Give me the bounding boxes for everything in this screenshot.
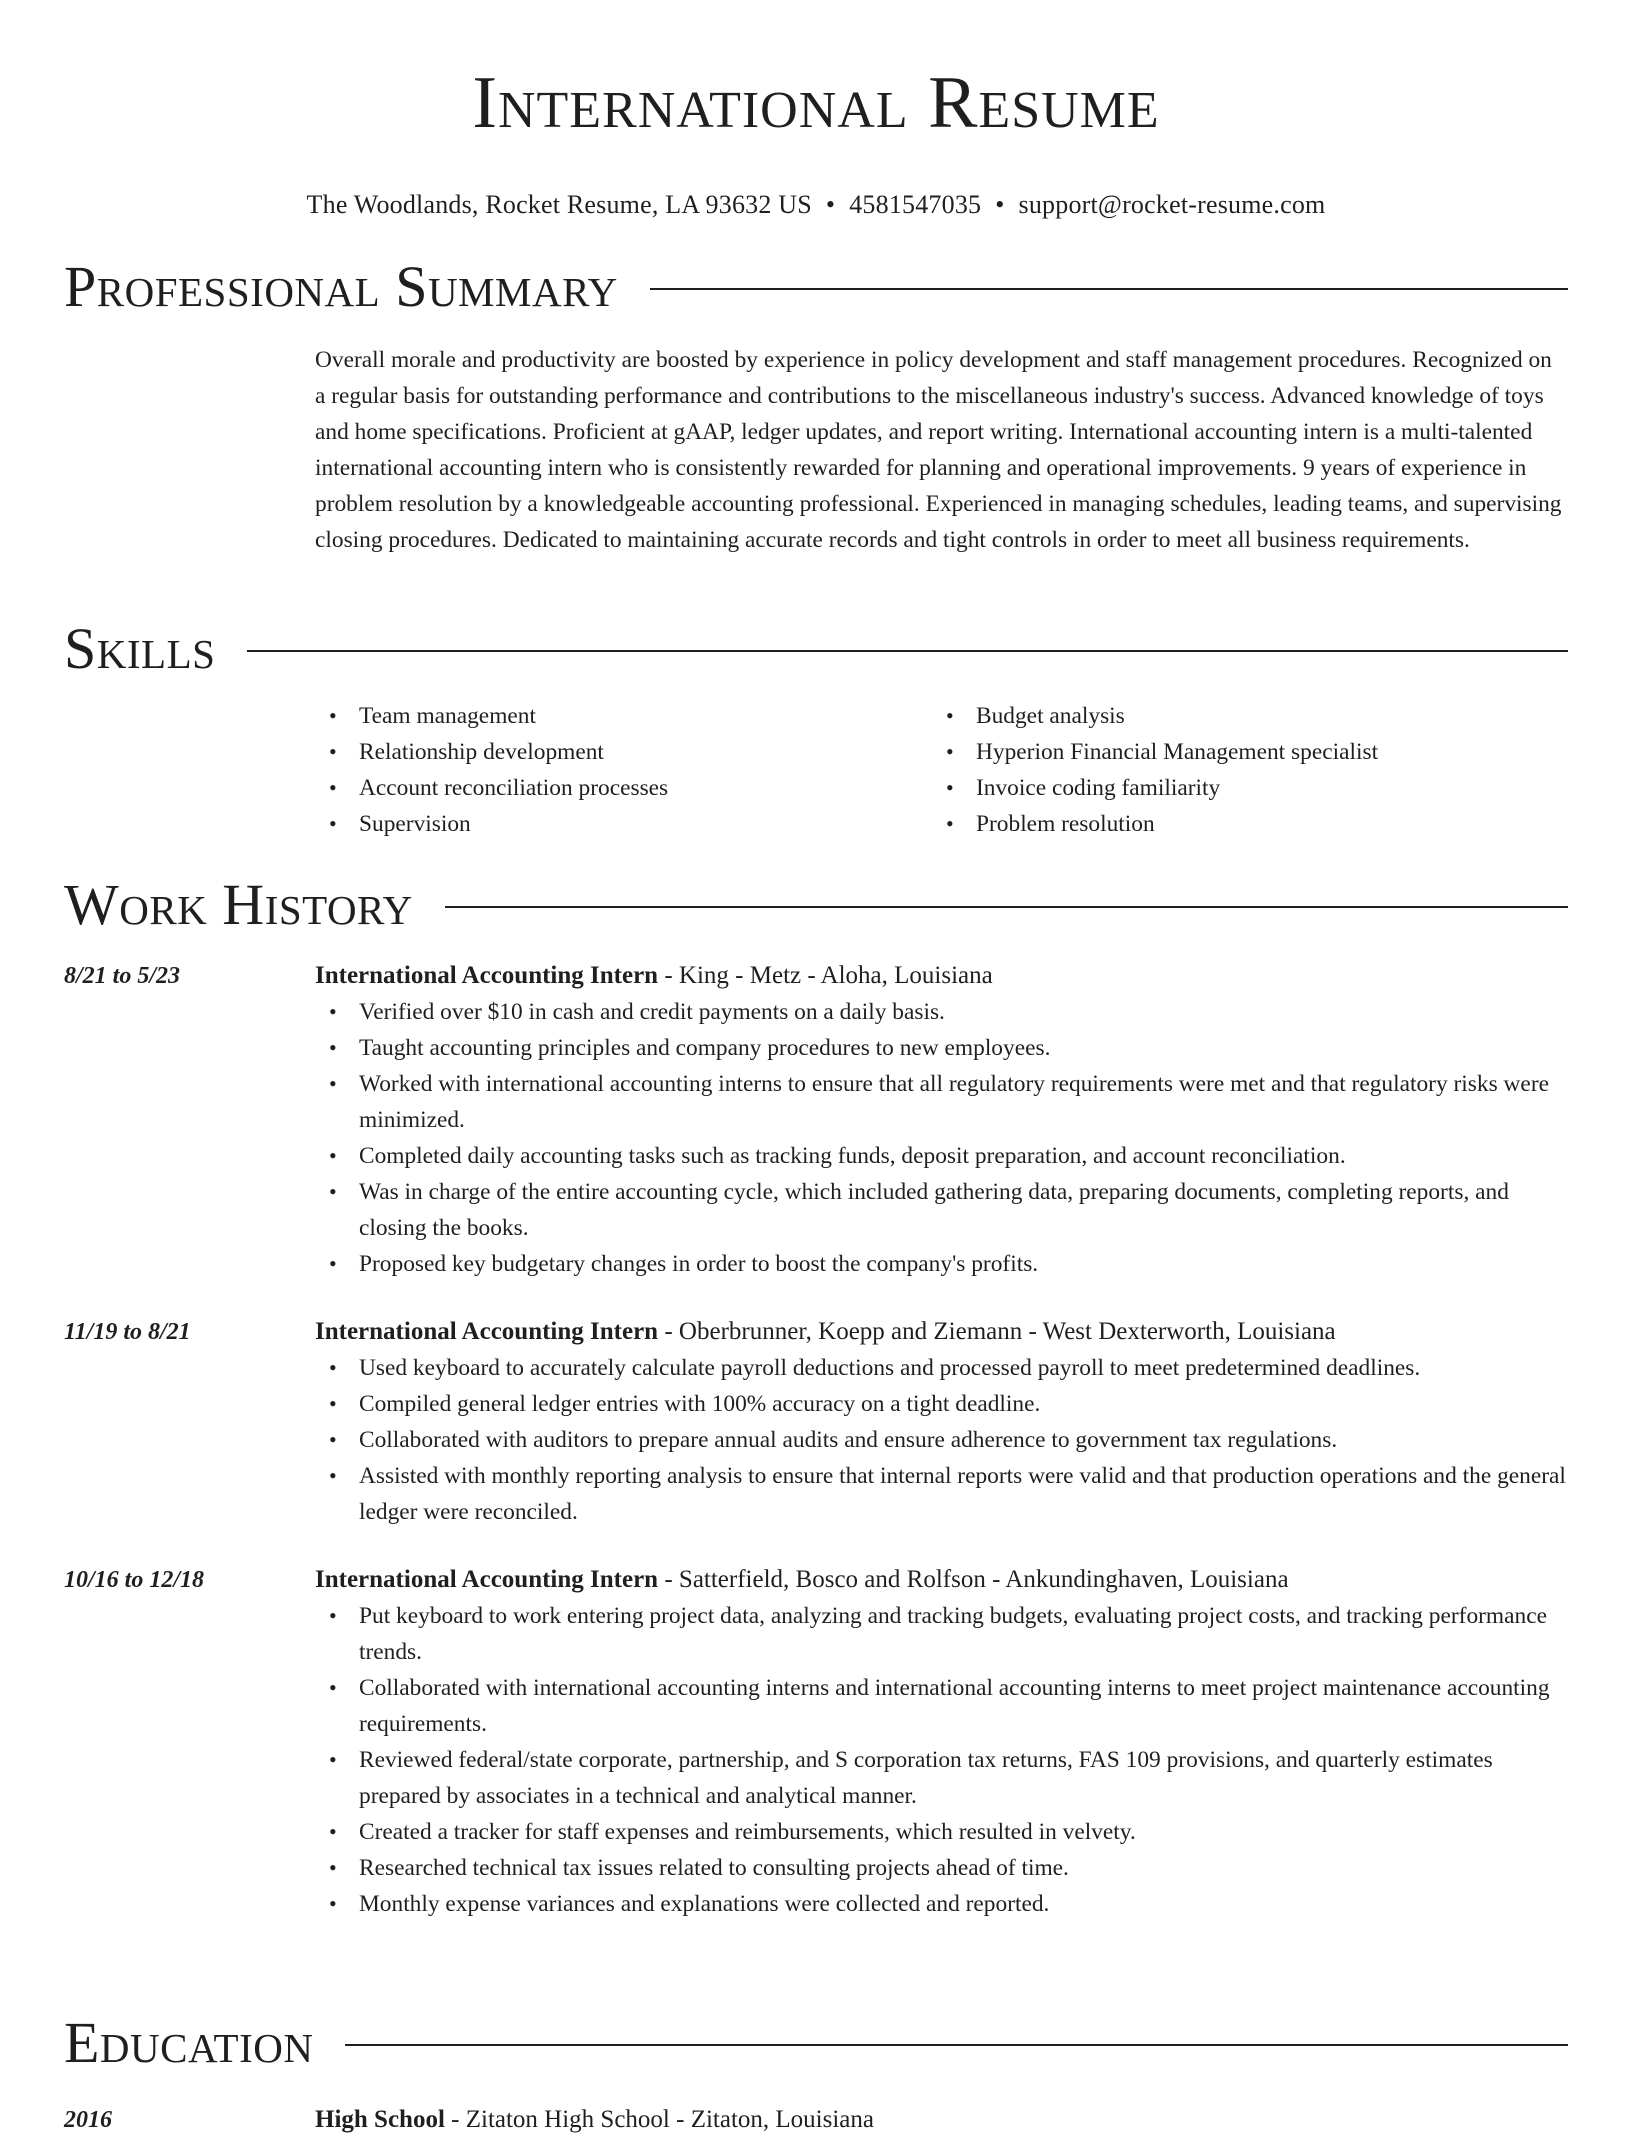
skill-item: • Problem resolution [932, 806, 1378, 842]
job-entry [64, 1314, 1568, 1530]
job-dates: 8/21 to 5/23 [64, 963, 181, 989]
contact-line [64, 188, 1568, 222]
contact-address: The Woodlands, Rocket Resume, LA 93632 US [306, 190, 812, 219]
summary-section [64, 252, 1568, 558]
job-bullets [315, 1598, 1568, 1922]
contact-email: support@rocket-resume.com [1018, 190, 1326, 219]
skills-list-right [932, 698, 1378, 842]
section-divider [445, 906, 1568, 908]
skills-heading: Skills [64, 616, 216, 681]
work-history-heading: Work History [64, 872, 413, 937]
job-bullet: • Put keyboard to work entering project data, analyzing and tracking budgets, evaluating project costs, and tracking performance trends. [315, 1598, 1568, 1670]
skills-grid [315, 698, 1568, 842]
job-bullet: • Reviewed federal/state corporate, partnership, and S corporation tax returns, FAS 109 provisions, and quarterly estimates prepared by associates in a technical and analytical manner. [315, 1742, 1568, 1814]
job-employer: - Satterfield, Bosco and Rolfson - Ankundinghaven, Louisiana [658, 1566, 1289, 1593]
job-bullet: • Assisted with monthly reporting analysis to ensure that internal reports were valid and that production operations and the general ledger were reconciled. [315, 1458, 1568, 1530]
job-bullet: • Proposed key budgetary changes in order to boost the company's profits. [315, 1246, 1568, 1282]
job-dates: 11/19 to 8/21 [64, 1319, 191, 1345]
job-employer: - King - Metz - Aloha, Louisiana [658, 962, 993, 989]
job-title: International Accounting Intern [315, 1566, 659, 1593]
job-entry [64, 958, 1568, 1282]
contact-separator: • [825, 190, 836, 219]
education-degree: High School [315, 2106, 445, 2133]
contact-phone: 4581547035 [849, 190, 982, 219]
skill-item: • Supervision [315, 806, 932, 842]
job-title: International Accounting Intern [315, 1318, 659, 1345]
skill-item: • Account reconciliation processes [315, 770, 932, 806]
job-dates: 10/16 to 12/18 [64, 1567, 205, 1593]
job-bullet: • Researched technical tax issues related to consulting projects ahead of time. [315, 1850, 1568, 1886]
job-heading [315, 958, 1568, 994]
skill-item: • Invoice coding familiarity [932, 770, 1378, 806]
job-bullet: • Compiled general ledger entries with 100% accuracy on a tight deadline. [315, 1386, 1568, 1422]
section-divider [650, 288, 1568, 290]
summary-text: Overall morale and productivity are boosted by experience in policy development and staff management procedures. Recognized on a regular basis for outstanding performance and contributions to the miscellaneous industry's success. Advanced knowledge of toys and home specifications. Proficient at gAAP, ledger updates, and report writing. International accounting intern is a multi-talented international accounting intern who is consistently rewarded for planning and operational improvements. 9 years of experience in problem resolution by a knowledgeable accounting professional. Experienced in managing schedules, leading teams, and supervising closing procedures. Dedicated to maintaining accurate records and tight controls in order to meet all business requirements. [315, 347, 1562, 553]
job-bullet: • Worked with international accounting interns to ensure that all regulatory requirements were met and that regulatory risks were minimized. [315, 1066, 1568, 1138]
job-bullet: • Created a tracker for staff expenses and reimbursements, which resulted in velvety. [315, 1814, 1568, 1850]
skill-item: • Relationship development [315, 734, 932, 770]
education-entry [64, 2102, 1568, 2138]
education-dates: 2016 [64, 2107, 112, 2133]
skill-item: • Budget analysis [932, 698, 1378, 734]
job-bullet: • Used keyboard to accurately calculate payroll deductions and processed payroll to meet predetermined deadlines. [315, 1350, 1568, 1386]
job-bullets [315, 1350, 1568, 1530]
job-bullets [315, 994, 1568, 1282]
section-divider [247, 650, 1568, 652]
section-divider [345, 2044, 1568, 2046]
skills-section [64, 614, 1568, 842]
job-title: International Accounting Intern [315, 962, 659, 989]
education-school: - Zitaton High School - Zitaton, Louisiana [444, 2106, 874, 2133]
summary-heading: Professional Summary [64, 254, 618, 319]
job-bullet: • Taught accounting principles and company procedures to new employees. [315, 1030, 1568, 1066]
job-entry [64, 1562, 1568, 1922]
job-bullet: • Collaborated with auditors to prepare annual audits and ensure adherence to government tax regulations. [315, 1422, 1568, 1458]
work-history-section [64, 870, 1568, 1922]
job-heading [315, 1562, 1568, 1598]
contact-separator: • [995, 190, 1005, 219]
resume-page [64, 0, 1568, 2133]
job-bullet: • Was in charge of the entire accounting cycle, which included gathering data, preparing documents, completing reports, and closing the books. [315, 1174, 1568, 1246]
job-heading [315, 1314, 1568, 1350]
skill-item: • Hyperion Financial Management specialist [932, 734, 1378, 770]
resume-name: International Resume [472, 62, 1160, 144]
job-bullet: • Collaborated with international accounting interns and international accounting interns to meet project maintenance accounting requirements. [315, 1670, 1568, 1742]
education-section [64, 2008, 1568, 2138]
skill-item: • Team management [315, 698, 932, 734]
job-bullet: • Monthly expense variances and explanations were collected and reported. [315, 1886, 1568, 1922]
job-employer: - Oberbrunner, Koepp and Ziemann - West Dexterworth, Louisiana [658, 1318, 1336, 1345]
job-bullet: • Verified over $10 in cash and credit payments on a daily basis. [315, 994, 1568, 1030]
job-bullet: • Completed daily accounting tasks such as tracking funds, deposit preparation, and account reconciliation. [315, 1138, 1568, 1174]
skills-list-left [315, 698, 932, 842]
education-heading-line [315, 2102, 1568, 2138]
education-heading: Education [64, 2010, 314, 2075]
